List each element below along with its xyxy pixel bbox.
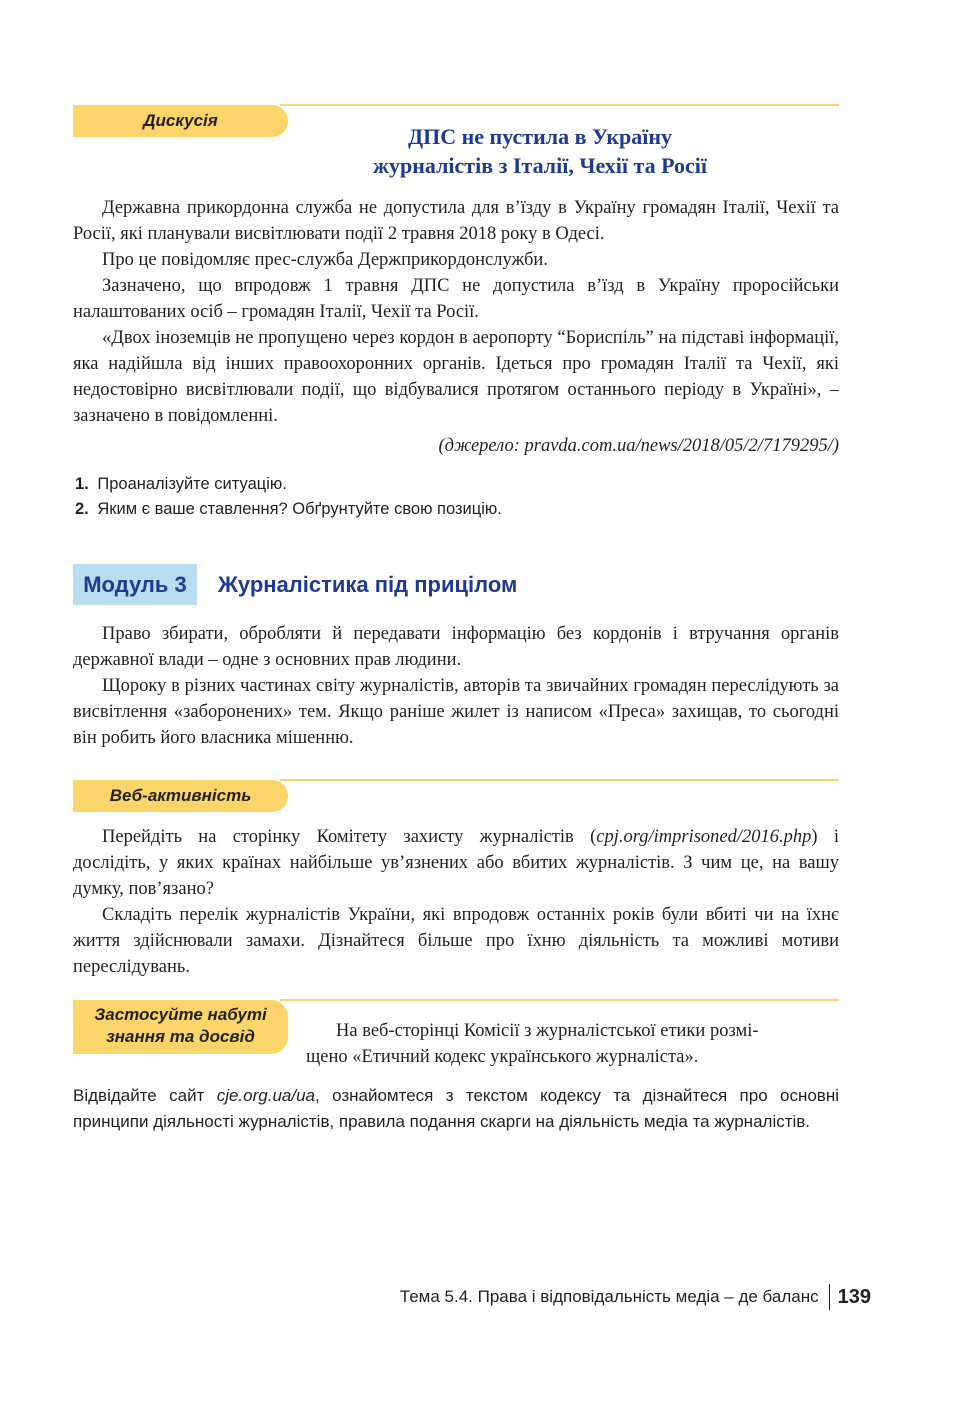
web-activity-label xyxy=(73,780,288,812)
footer-divider xyxy=(829,1284,830,1310)
apply-label-line1: Застосуйте набуті xyxy=(94,1005,267,1024)
question-number: 1. xyxy=(75,475,89,493)
apply-intro-line1: На веб-сторінці Комісії з журналістської етики розмі- xyxy=(336,1021,759,1041)
apply-label xyxy=(73,1000,288,1054)
discussion-label xyxy=(73,105,288,137)
module-paragraph: Щороку в різних частинах світу журналістів, авторів та звичайних громадян переслідують за висвітлення «заборонених» тем. Якщо раніше жилет із написом «Преса» захищав, то сьогодні він робить його власника мішенню. xyxy=(73,676,839,748)
apply-body xyxy=(73,1083,839,1135)
apply-intro xyxy=(306,1018,839,1070)
question-text: Проаналізуйте ситуацію. xyxy=(97,475,287,493)
page-number: 139 xyxy=(837,1285,871,1308)
web-activity-label-text: Веб-активність xyxy=(109,786,252,805)
discussion-title-line2: журналістів з Італії, Чехії та Росії xyxy=(373,153,707,178)
cpj-link[interactable]: cpj.org/imprisoned/2016.php xyxy=(596,827,812,847)
discussion-title-line1: ДПС не пустила в Україну xyxy=(407,124,673,149)
discussion-questions xyxy=(75,472,502,522)
discussion-paragraph: Про це повідомляє прес-служба Держприкордонслужби. xyxy=(102,250,548,270)
discussion-body xyxy=(73,195,839,429)
module-title: Журналістика під прицілом xyxy=(218,572,518,597)
question-number: 2. xyxy=(75,500,89,518)
discussion-paragraph: Зазначено, що впродовж 1 травня ДПС не допустила в’їзд в Україну проросійськи налаштованих осіб – громадян Італії, Чехії та Росії. xyxy=(73,276,839,322)
discussion-rule xyxy=(280,104,839,106)
footer-topic: Тема 5.4. Права і відповідальність медіа – де баланс xyxy=(399,1287,819,1306)
module-paragraph: Право збирати, обробляти й передавати інформацію без кордонів і втручання органів державної влади – одне з основних прав людини. xyxy=(73,624,839,670)
web-activity-paragraph: Складіть перелік журналістів України, які впродовж останніх років були вбиті чи на їхнє життя здійснювали замахи. Дізнайтеся більше про їхню діяльність та можливі мотиви переслідувань. xyxy=(73,905,839,977)
discussion-paragraph: «Двох іноземців не пропущено через кордон в аеропорту “Бориспіль” на підставі інформації, яка надійшла від інших правоохоронних органів. Ідеться про громадян Італії та Чехії, які недостовірно висвітлювали події, що відбувалися протягом останнього періоду в Україні», – зазначено в повідомленні. xyxy=(73,328,839,426)
web-activity-body xyxy=(73,824,839,980)
cje-link[interactable]: cje.org.ua/ua xyxy=(216,1086,315,1105)
discussion-paragraph: Державна прикордонна служба не допустила для в’їзду в Україну громадян Італії, Чехії та Росії, які планували висвітлювати події 2 травня 2018 року в Одесі. xyxy=(73,198,839,244)
module-body xyxy=(73,621,839,751)
question-item xyxy=(75,472,502,497)
apply-text: Відвідайте сайт xyxy=(73,1086,217,1105)
apply-text: , ознайомтеся з текстом кодексу та дізнайтеся про основні принципи діяльності журналістів, правила подання скарги на діяльність медіа та журналістів. xyxy=(73,1086,839,1131)
question-item xyxy=(75,497,502,522)
discussion-label-text: Дискусія xyxy=(143,111,218,130)
module-badge: Модуль 3 xyxy=(73,564,197,605)
apply-intro-line2: щено «Етичний кодекс українського журналіста». xyxy=(306,1047,699,1067)
apply-label-line2: знання та досвід xyxy=(106,1027,255,1046)
page-footer xyxy=(400,1284,871,1310)
apply-rule xyxy=(280,999,839,1001)
question-text: Яким є ваше ставлення? Обґрунтуйте свою позицію. xyxy=(97,500,502,518)
web-activity-text: ) і дослідіть, у яких країнах найбільше ув’язнених або вбитих журналістів. З чим це, на вашу думку, пов’язано? xyxy=(73,827,840,899)
web-activity-rule xyxy=(280,779,839,781)
web-activity-text: Перейдіть на сторінку Комітету захисту журналістів ( xyxy=(102,827,597,847)
discussion-source: (джерело: pravda.com.ua/news/2018/05/2/7179295/) xyxy=(438,436,839,456)
web-activity-paragraph xyxy=(73,824,839,902)
discussion-title xyxy=(290,122,790,180)
